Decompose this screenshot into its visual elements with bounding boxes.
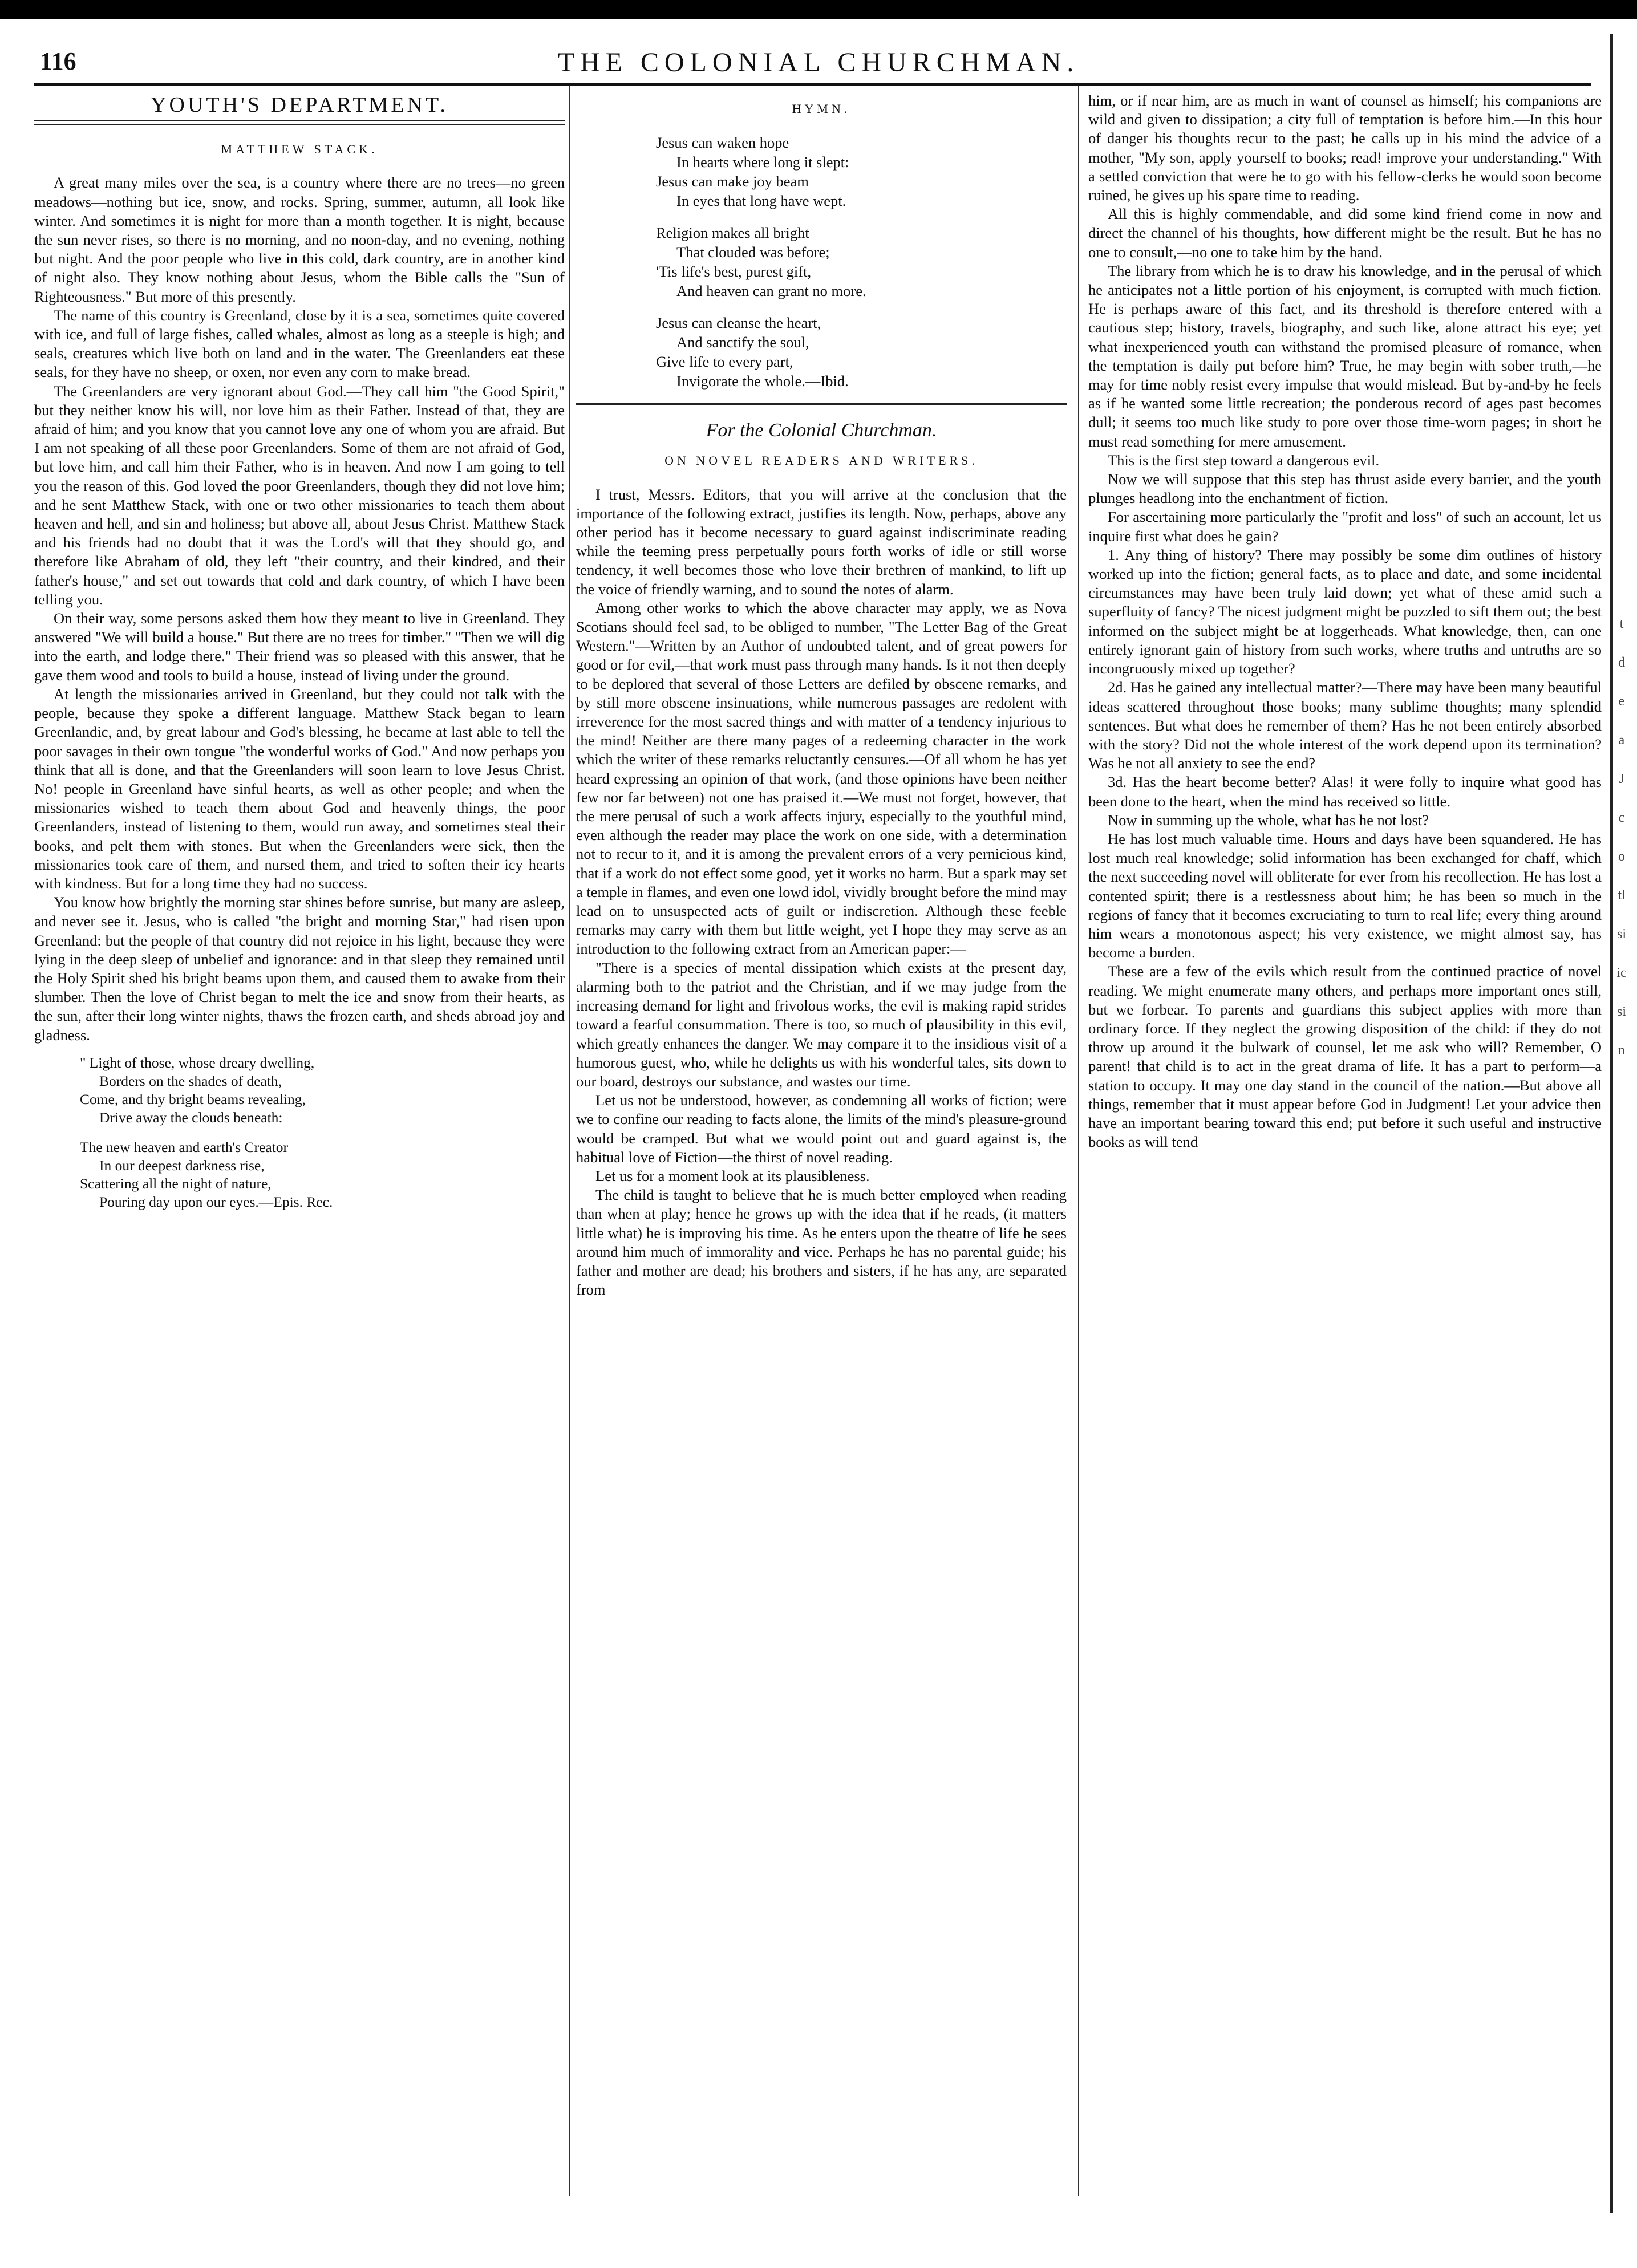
poem-line: In our deepest darkness rise, — [99, 1157, 265, 1174]
edge-glyph: ic — [1616, 965, 1627, 980]
column-novel-readers-continued — [1088, 91, 1602, 2190]
for-line: For the Colonial Churchman. — [706, 420, 937, 441]
hymn-line: And heaven can grant no more. — [676, 282, 866, 300]
paragraph: The library from which he is to draw his knowledge, and in the perusal of which he anticipates not a little portion of his enjoyment, is corrupted with much fiction. He is perhaps aware of this fact, and its threshold is therefore entered with a cautious step; history, travels, biography, and such like, alone attract his eye; yet what inexperienced youth can withstand the promised pleasure of romance, when the temptation is daily put before him? True, he may begin with sober truth,—he may for time nobly resist every impulse that would mislead. But by-and-by he feels as if he wanted some little recreation; the ponderous record of ages past becomes dull; it seems too much like study to pore over those time-worn pages; in short he must read something for mere amusement. — [1088, 262, 1602, 450]
paragraph: At length the missionaries arrived in Greenland, but they could not talk with the people, because they spoke a different language. Matthew Stack began to learn Greenlandic, and, by great labour and God's blessing, he became at last able to tell the poor savages in their own tongue "the wonderful works of God." And now perhaps you think that all is done, and that the Greenlanders will soon learn to love Jesus Christ. No! people in Greenland have sinful hearts, as well as other people; and when the missionaries wished to teach them about God and heavenly things, the poor Greenlanders, instead of listening to them, would run away, and sometimes steal their books, and pelt them with stones. But when the Greenlanders were sick, then the missionaries took care of them, and nursed them, and tried to soften their icy hearts with kindness. But for a long time they had no success. — [34, 685, 565, 892]
edge-glyph: n — [1618, 1043, 1625, 1058]
article-title: ON NOVEL READERS AND WRITERS. — [664, 453, 978, 468]
paragraph: He has lost much valuable time. Hours and days have been squandered. He has lost much real knowledge; solid information has been exchanged for chaff, which the next succeeding novel will obliterate for ever from his recollection. He has lost a contented spirit; there is a restlessness about him; he has been so much in the regions of fancy that it becomes excruciating to turn to real life; every thing around him wears a monotonous aspect; his very existence, we might almost say, has become a burden. — [1088, 830, 1602, 961]
poem-line: " Light of those, whose dreary dwelling, — [80, 1054, 315, 1071]
edge-glyph: d — [1618, 655, 1625, 670]
poem-stanza — [80, 1054, 565, 1127]
article-title: MATTHEW STACK. — [221, 142, 378, 157]
column-hymn-and-novel-readers — [576, 91, 1067, 2190]
column-youths-department — [34, 91, 565, 2190]
article-body — [576, 485, 1067, 1300]
hymn-line: In hearts where long it slept: — [676, 153, 849, 171]
edge-glyph: si — [1616, 1004, 1626, 1019]
edge-glyph: t — [1619, 616, 1624, 631]
heading-rule — [34, 120, 565, 125]
paragraph: A great many miles over the sea, is a country where there are no trees—no green meadows—nothing but ice, snow, and rocks. Spring, summer, autumn, all look like winter. And sometimes it is night for more than a month together. It is night, because the sun never rises, so there is no morning, and no noon-day, and no evening, nothing but night. And the poor people who live in this cold, dark country, are in another kind of night also. They know nothing about Jesus, whom the Bible calls the "Sun of Righteousness." But more of this presently. — [34, 174, 565, 305]
paragraph: Among other works to which the above character may apply, we as Nova Scotians should feel sad, to be obliged to number, "The Letter Bag of the Great Western."—Written by an Author of undoubted talent, and of great powers for good or for evil,—that work must pass through many hands. Is it not then deeply to be deplored that several of those Letters are defiled by obscene remarks, and by still more obscene insinuations, while numerous passages are redolent with irreverence for the most sacred things and with matter of a tendency injurious to the mind! Neither are there many pages of a redeeming character in the work which the writer of these remarks reluctantly censures.—Of all whom he has yet heard expressing an opinion of that work, (and those opinions have been neither few nor far between) not one has praised it.—We must not forget, however, that the mere perusal of such a work affects injury, especially to the youthful mind, even although the reader may place the work on one side, with a determination not to recur to it, and it is among the prevalent errors of a very pernicious kind, that if a work do not effect some good, yet it works no harm. But a spark may set a temple in flames, and even one lowd idol, vividly brought before the mind may lead on to unsuspected acts of guilt or indiscretion. Although these feeble remarks may carry with them but little weight, yet I hope they may serve as an introduction to the following extract from an American paper:— — [576, 599, 1067, 957]
hymn-line: 'Tis life's best, purest gift, — [656, 263, 812, 281]
hymn-line: Jesus can cleanse the heart, — [656, 314, 821, 332]
header-rule — [34, 83, 1591, 86]
paragraph: I trust, Messrs. Editors, that you will arrive at the conclusion that the importance of the following extract, justifies its length. Now, perhaps, above any other period has it become necessary to guard against indiscriminate reading while the teeming press perpetually pours forth works of idle or still worse tendency, it well becomes those who love their brethren of mankind, to lift up the voice of friendly warning, and to sound the notes of alarm. — [576, 485, 1067, 598]
paragraph: All this is highly commendable, and did some kind friend come in now and direct the channel of his thoughts, how different might be the result. But he has no one to consult,—no one to take him by the hand. — [1088, 205, 1602, 261]
edge-glyph: tl — [1618, 888, 1626, 903]
paragraph: The Greenlanders are very ignorant about God.—They call him "the Good Spirit," but they neither know his will, nor love him as their Father. Instead of that, they are afraid of him; and you know that you cannot love any one of whom you are afraid. But I am not speaking of all these poor Greenlanders. Some of them are not afraid of God, but love him, and call him their Father, who is in heaven. And now I am going to tell you the reason of this. God loved the poor Greenlanders, though they did not love him; and he sent Matthew Stack, with one or two other missionaries to teach them about heaven and hell, and sin and holiness; but above all, about Jesus Christ. Matthew Stack and his friends had no doubt that it was the Lord's will that they should go, and therefore like Abraham of old, they left "their country, and their kindred, and their father's house," and set out towards that cold and dark country, of which I have been telling you. — [34, 382, 565, 608]
section-heading: YOUTH'S DEPARTMENT. — [151, 93, 448, 117]
page-edge-bar — [1610, 34, 1613, 2213]
paragraph: him, or if near him, are as much in want of counsel as himself; his companions are wild and given to dissipation; a city full of temptation is before him.—In this hour of danger his thoughts recur to the past; he calls up in his mind the advice of a mother, "My son, apply yourself to books; read! improve your understanding." With a settled conviction that were he to go with his fellow-clerks he would soon become ruined, he gives up his spare time to reading. — [1088, 92, 1602, 204]
paragraph: Let us for a moment look at its plausibleness. — [595, 1167, 870, 1184]
paragraph: 1. Any thing of history? There may possibly be some dim outlines of history worked up into the fiction; general facts, as to place and date, and some incidental circumstances may have been truly laid down; yet what of these amid such a superfluity of fancy? The nicest judgment might be puzzled to sift them out; the best informed on the subject might be at loggerheads. What knowledge, then, can one entirely ignorant gain of history from such works, where truths and untruths are so incongruously mixed up together? — [1088, 546, 1602, 677]
poem-line: Come, and thy bright beams revealing, — [80, 1090, 306, 1107]
edge-glyph: J — [1619, 772, 1624, 786]
edge-glyph: e — [1618, 694, 1625, 709]
poem-line: Drive away the clouds beneath: — [99, 1109, 283, 1126]
hymn-line: Give life to every part, — [656, 353, 793, 371]
article-body — [34, 173, 565, 1044]
hymn-title: HYMN. — [792, 102, 851, 116]
poem-line: Borders on the shades of death, — [99, 1072, 282, 1089]
poem-line: Pouring day upon our eyes.—Epis. Rec. — [99, 1193, 333, 1210]
edge-glyph: o — [1618, 849, 1625, 864]
closing-poem — [80, 1054, 565, 1211]
hymn-stanza — [656, 133, 1067, 210]
paragraph: Now in summing up the whole, what has he not lost? — [1108, 811, 1429, 829]
hymn-line: That clouded was before; — [676, 244, 830, 261]
column-divider — [569, 86, 570, 2196]
edge-glyph: a — [1618, 733, 1625, 748]
poem-stanza — [80, 1138, 565, 1211]
hymn-line: Religion makes all bright — [656, 224, 809, 242]
paragraph: Let us not be understood, however, as condemning all works of fiction; were we to confine our reading to facts alone, the limits of the mind's pleasure-ground would be cramped. But what we would point out and guard against is, the habitual love of Fiction—the thirst of novel reading. — [576, 1092, 1067, 1166]
paragraph: On their way, some persons asked them how they meant to live in Greenland. They answered "We will build a house." But there are no trees for timber." "Then we will dig into the earth, and lodge there." Their friend was so pleased with this answer, that he gave them wood and tools to build a house, instead of living under the ground. — [34, 610, 565, 684]
paragraph: 3d. Has the heart become better? Alas! it were folly to inquire what good has been done to the heart, when the mind has received so little. — [1088, 773, 1602, 810]
paragraph: The name of this country is Greenland, close by it is a sea, sometimes quite covered with ice, and full of large fishes, called whales, almost as long as a steeple is high; and seals, creatures which live both on land and in the water. The Greenlanders eat these seals, for they have no sheep, or oxen, nor even any corn to make bread. — [34, 306, 565, 381]
hymn-stanza — [656, 223, 1067, 301]
page-header — [40, 47, 1597, 81]
paragraph: You know how brightly the morning star shines before sunrise, but many are asleep, and never see it. Jesus, who is called "the bright and morning Star," had risen upon Greenland: but the people of that country did not rejoice in his light, because they were lying in the deep sleep of unbelief and ignorance: and in that sleep they remained until the Holy Spirit shed his bright beams upon them, and caused them to awake from their slumber. Then the love of Christ began to melt the ice and snow from their hearts, as the sun, after their long winter nights, thaws the frozen earth, and sheds abroad joy and gladness. — [34, 894, 565, 1044]
paragraph: Now we will suppose that this step has thrust aside every barrier, and the youth plunges headlong into the enchantment of fiction. — [1088, 470, 1602, 507]
top-border-bar — [0, 0, 1637, 19]
hymn-line: Jesus can make joy beam — [656, 173, 809, 190]
column-divider — [1078, 86, 1079, 2196]
page-number: 116 — [40, 47, 76, 75]
hymn-line: And sanctify the soul, — [676, 334, 809, 351]
hymn-line: Jesus can waken hope — [656, 134, 789, 152]
paragraph: 2d. Has he gained any intellectual matter?—There may have been many beautiful ideas scattered throughout those books; many sublime thoughts; many splendid sentences. But what does he remember of them? Has he not been entirely absorbed with the story? Did not the whole interest of the work depend upon its termination? Was he not all anxiety to see the end? — [1088, 679, 1602, 772]
edge-glyphs — [1613, 604, 1630, 1070]
edge-glyph: si — [1616, 927, 1626, 942]
paragraph: The child is taught to believe that he is much better employed when reading than when at play; hence he grows up with the idea that if he reads, (it matters little what) he is improving his time. As he enters upon the theatre of life he sees around him much of immorality and vice. Perhaps he has no parental guide; his father and mother are dead; his brothers and sisters, if he has any, are separated from — [576, 1186, 1067, 1299]
paragraph: For ascertaining more particularly the "profit and loss" of such an account, let us inquire first what does he gain? — [1088, 508, 1602, 545]
section-rule — [576, 403, 1067, 408]
edge-glyph: c — [1618, 810, 1625, 825]
hymn-line: Invigorate the whole.—Ibid. — [676, 372, 849, 390]
paragraph: This is the first step toward a dangerous evil. — [1108, 451, 1380, 469]
hymn-poem — [656, 133, 1067, 391]
poem-line: Scattering all the night of nature, — [80, 1175, 272, 1192]
hymn-line: In eyes that long have wept. — [676, 192, 846, 210]
masthead-title: THE COLONIAL CHURCHMAN. — [557, 47, 1080, 78]
poem-line: The new heaven and earth's Creator — [80, 1138, 288, 1155]
paragraph: "There is a species of mental dissipation which exists at the present day, alarming both to the patriot and the Christian, and if we may judge from the increasing demand for light and frivolous works, the evil is making rapid strides toward a fearful consummation. There is too, so much of plausibility in this evil, which greatly enhances the danger. We may compare it to the insidious visit of a humorous guest, who, while he delights us with his wonderful tales, sits down to our board, destroys our substance, and wastes our time. — [576, 959, 1067, 1090]
hymn-stanza — [656, 313, 1067, 391]
paragraph: These are a few of the evils which result from the continued practice of novel reading. We might enumerate many others, and perhaps more important ones still, but we forbear. To parents and guardians this subject applies with more than ordinary force. If they neglect the growing disposition of the child: if they do not throw up around it the bulwark of counsel, let me ask who will? Remember, O parent! that child is to act in the great drama of life. It has a part to perform—a station to occupy. It may one day stand in the council of the nation.—But above all things, remember that it must appear before God in Judgment! Let your advice then have an important bearing toward this end; put before it such useful and instructive books as will tend — [1088, 963, 1602, 1151]
